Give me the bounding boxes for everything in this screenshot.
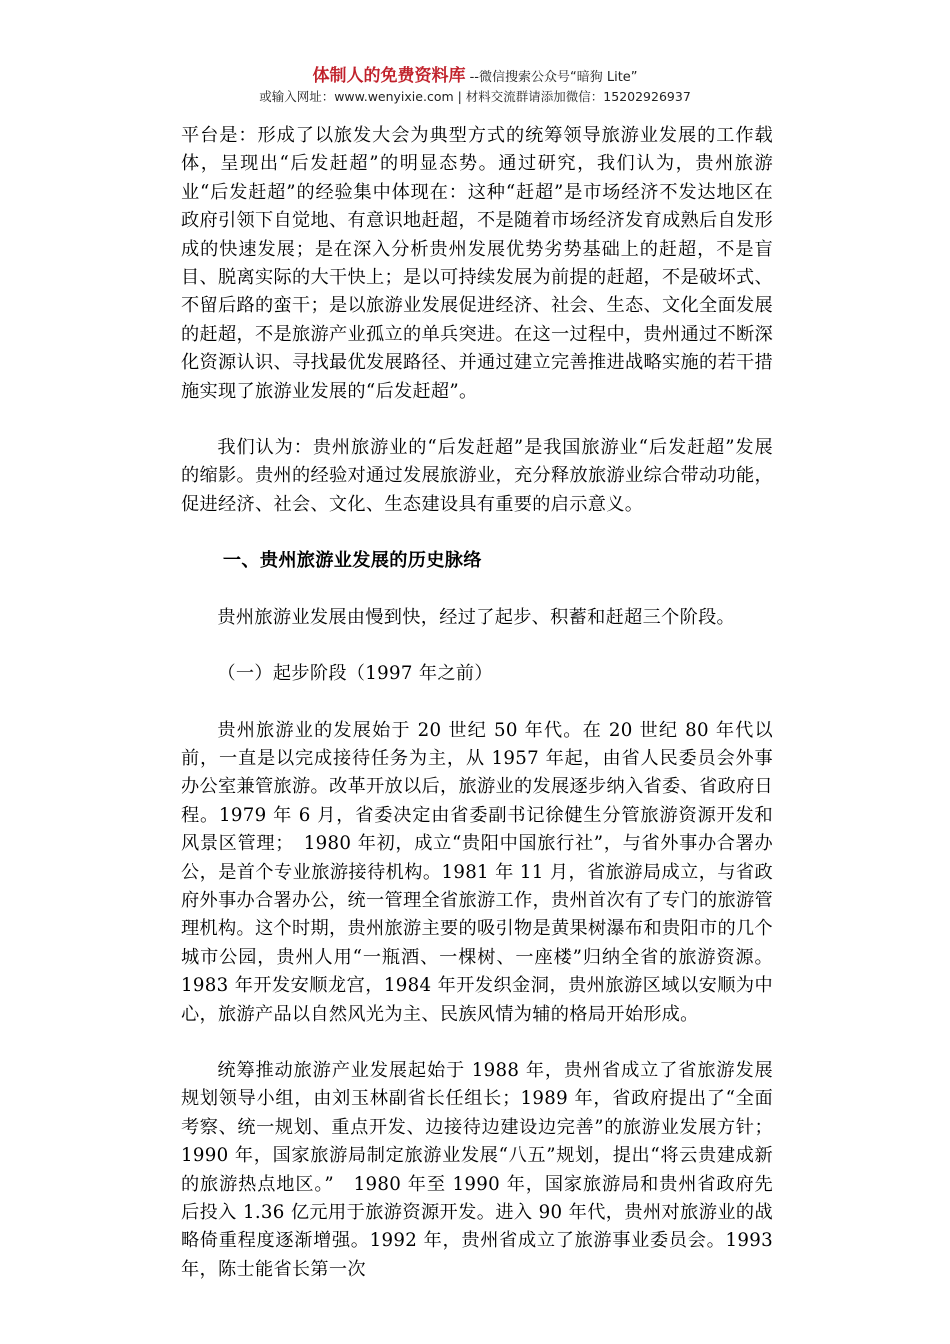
paragraph-overview: 贵州旅游业发展由慢到快，经过了起步、积蓄和赶超三个阶段。	[217, 606, 736, 628]
header-brand: 体制人的免费资料库	[312, 66, 466, 86]
paragraph-history: 贵州旅游业的发展始于 20 世纪 50 年代。在 20 世纪 80 年代以前，一直是以完成接待任务为主，从 1957 年起，由省人民委员会外事办公室兼管旅游。改革开放以后，旅游业的发展逐步纳入省委、省政府日程。1979 年 6 月，省委决定由省委副书记徐健生分管旅游资源开发和风景区管理； 1980 年初，成立“贵阳中国旅行社”，与省外事办合署办公，是首个专业旅游接待机构。1981 年 11 月，省旅游局成立，与省政府外事办合署办公，统一管理全省旅游工作，贵州首次有了专门的旅游管理机构。这个时期，贵州旅游主要的吸引物是黄果树瀑布和贵阳市的几个城市公园，贵州人用“一瓶酒、一棵树、一座楼”归纳全省的旅游资源。1983 年开发安顺龙宫，1984 年开发织金洞，贵州旅游区域以安顺为中心，旅游产品以自然风光为主、民族风情为辅的格局开始形成。	[181, 719, 773, 1025]
document-body	[181, 122, 773, 1284]
subsection-heading: （一）起步阶段（1997 年之前）	[217, 663, 493, 685]
header-tagline: --微信搜索公众号“暗狗 Lite”	[465, 70, 638, 85]
header-site-line: 或输入网址：www.wenyixie.com | 材料交流群请添加微信：15202926937	[259, 89, 691, 105]
page-header	[0, 66, 950, 105]
header-brand-line	[0, 66, 950, 87]
paragraph-planning: 统筹推动旅游产业发展起始于 1988 年，贵州省成立了省旅游发展规划领导小组，由刘玉林副省长任组长；1989 年，省政府提出了“全面考察、统一规划、重点开发、边接待边建设边完善”的旅游业发展方针；1990 年，国家旅游局制定旅游业发展“八五”规划，提出“将云贵建成新的旅游热点地区。” 1980 年至 1990 年，国家旅游局和贵州省政府先后投入 1.36 亿元用于旅游资源开发。进入 90 年代，贵州对旅游业的战略倚重程度逐渐增强。1992 年，贵州省成立了旅游事业委员会。1993 年，陈士能省长第一次	[181, 1059, 773, 1280]
paragraph-conclusion: 我们认为：贵州旅游业的“后发赶超”是我国旅游业“后发赶超”发展的缩影。贵州的经验对通过发展旅游业，充分释放旅游业综合带动功能，促进经济、社会、文化、生态建设具有重要的启示意义。	[181, 437, 773, 515]
paragraph-continuation: 平台是：形成了以旅发大会为典型方式的统筹领导旅游业发展的工作载体，呈现出“后发赶超”的明显态势。通过研究，我们认为，贵州旅游业“后发赶超”的经验集中体现在：这种“赶超”是市场经济不发达地区在政府引领下自觉地、有意识地赶超，不是随着市场经济发育成熟后自发形成的快速发展；是在深入分析贵州发展优势劣势基础上的赶超，不是盲目、脱离实际的大干快上；是以可持续发展为前提的赶超，不是破坏式、不留后路的蛮干；是以旅游业发展促进经济、社会、生态、文化全面发展的赶超，不是旅游产业孤立的单兵突进。在这一过程中，贵州通过不断深化资源认识、寻找最优发展路径、并通过建立完善推进战略实施的若干措施实现了旅游业发展的“后发赶超”。	[181, 125, 773, 402]
section-heading: 一、贵州旅游业发展的历史脉络	[222, 550, 482, 572]
